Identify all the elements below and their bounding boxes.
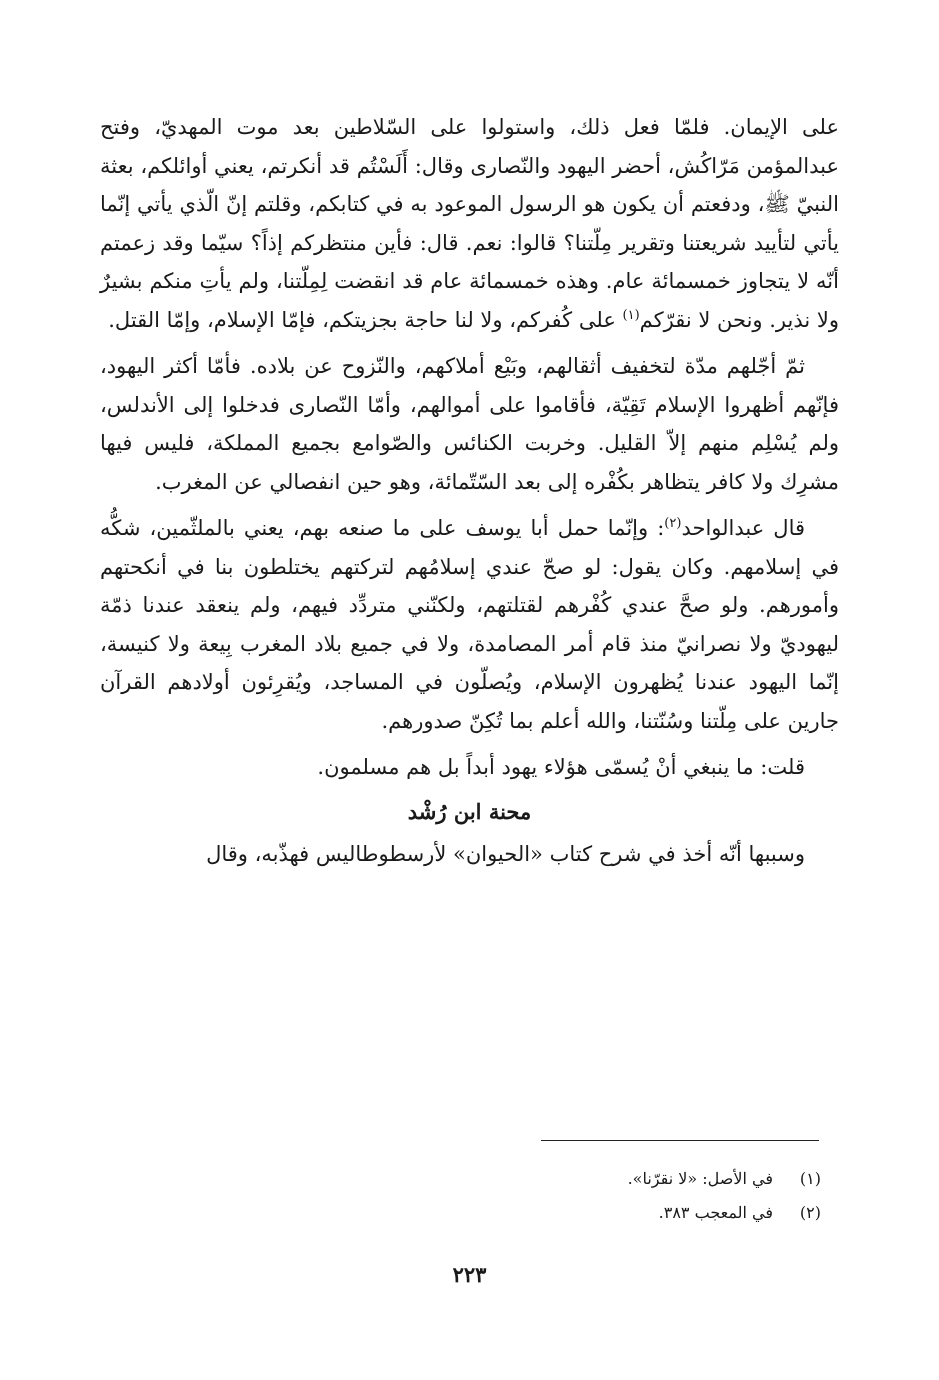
- footnote-ref-2: (٢): [664, 516, 682, 531]
- footnote-2: [100, 1196, 821, 1230]
- page-number: ٢٢٣: [452, 1262, 487, 1287]
- paragraph-4: قلت: ما ينبغي أنْ يُسمّى هؤلاء يهود أبداً بل هم مسلمون.: [317, 755, 805, 779]
- footnotes: [100, 1162, 821, 1230]
- main-text: [100, 108, 839, 874]
- paragraph-1: على الإيمان. فلمّا فعل ذلك، واستولوا على السّلاطين بعد موت المهديّ، وفتح عبدالمؤمن مَرّاكُش، أحضر اليهود والنّصارى وقال: أَلَسْتُم قد أنكرتم، يعني أوائلكم، بعثة النبيّ ﷺ، ودفعتم أن يكون هو الرسول الموعود به في كتابكم، وقلتم إنّ الّذي يأتي إنّما يأتي لتأييد شريعتنا وتقرير مِلّتنا؟ قالوا: نعم. قال: فأين منتظركم إذاً؟ سيّما وقد زعمتم أنّه لا يتجاوز خمسمائة عام. وهذه خمسمائة عام قد انقضت لِمِلّتنا، ولم يأتِ منكم بشيرٌ ولا نذير. ونحن لا نقرّكم$^{(١)}$ على كُفركم، ولا لنا حاجة بجزيتكم، فإمّا الإسلام، وإمّا القتل.: [100, 115, 839, 332]
- footnote-ref-1: (١): [622, 307, 640, 323]
- footnote-text: في الأصل: «لا نقرّنا».: [627, 1169, 773, 1188]
- paragraph-2: ثمّ أجّلهم مدّة لتخفيف أثقالهم، وبَيْع أملاكهم، والنّزوح عن بلاده. فأمّا أكثر اليهود، فإنّهم أظهروا الإسلام تَقِيّة، فأقاموا على أموالهم، وأمّا النّصارى فدخلوا إلى الأندلس، ولم يُسْلِم منهم إلاّ القليل. وخربت الكنائس والصّوامع بجميع المملكة، فليس فيها مشرِك ولا كافر يتظاهر بكُفْره إلى بعد السّتّمائة، وهو حين انفصالي عن المغرب.: [100, 354, 839, 494]
- footnote-divider: [541, 1140, 819, 1141]
- paragraph-5: وسببها أنّه أخذ في شرح كتاب «الحيوان» لأرسطوطاليس فهذّبه، وقال: [206, 842, 805, 866]
- footnote-text: في المعجب ٣٨٣.: [658, 1203, 773, 1222]
- footnote-number: (٢): [799, 1203, 821, 1222]
- section-heading: محنة ابن رُشْد: [407, 798, 532, 824]
- footnote-1: [100, 1162, 821, 1196]
- footnote-number: (١): [799, 1169, 821, 1188]
- paragraph-3: قال عبدالواحد$^{(٢)}$: وإنّما حمل أبا يوسف على ما صنعه بهم، يعني بالملثّمين، شكُّه في إسلامهم. وكان يقول: لو صحّ عندي إسلامُهم لتركتهم يختلطون بنا في أنكحتهم وأمورهم. ولو صحَّ عندي كُفْرهم لقتلتهم، ولكنّني متردِّد فيهم، ولم ينعقد عندنا ذمّة ليهوديّ ولا نصرانيّ منذ قام أمر المصامدة، ولا في جميع بلاد المغرب بِيعة ولا كنيسة، إنّما اليهود عندنا يُظهرون الإسلام، ويُصلّون في المساجد، ويُقرِئون أولادهم القرآن جارين على مِلّتنا وسُنّتنا، والله أعلم بما تُكِنّ صدورهم.: [100, 516, 839, 733]
